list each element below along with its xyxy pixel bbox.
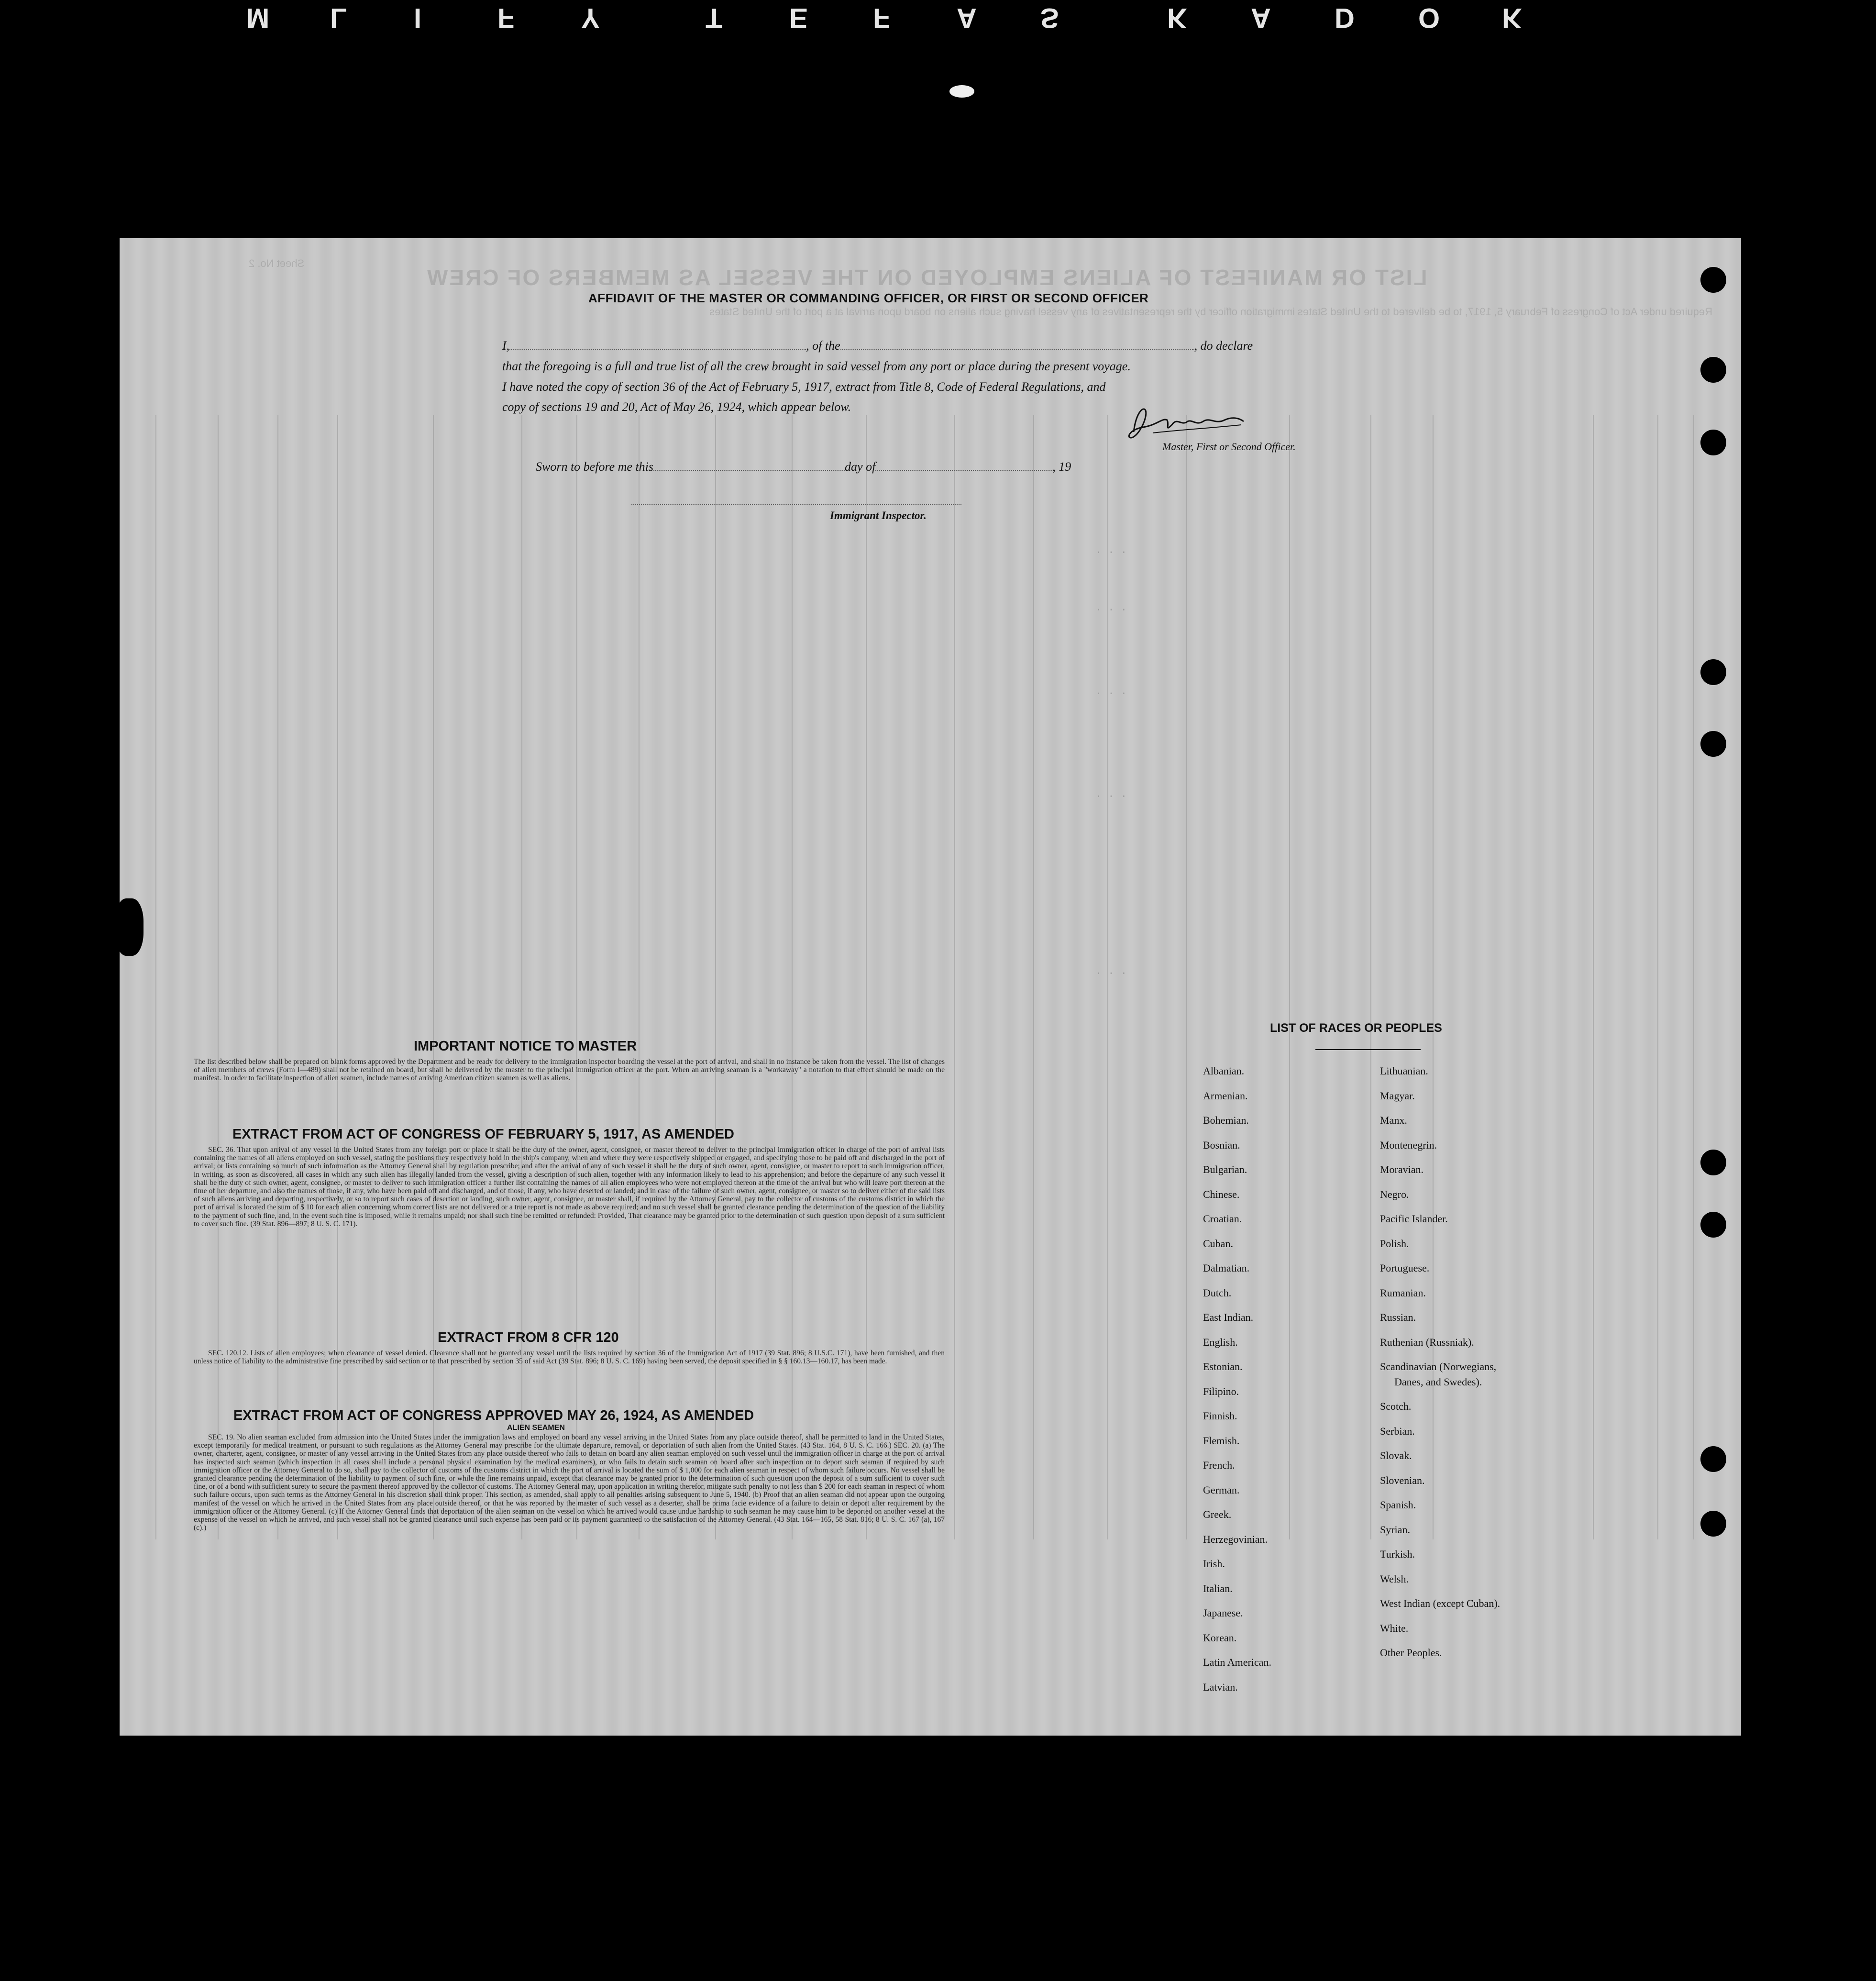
race-item: Dalmatian. <box>1203 1262 1250 1274</box>
affidavit-i: I, <box>502 339 510 353</box>
race-item: Chinese. <box>1203 1188 1240 1200</box>
sworn-date-blank <box>653 470 845 471</box>
race-item: Syrian. <box>1380 1523 1410 1536</box>
race-item: Bulgarian. <box>1203 1163 1247 1175</box>
ghost-sheet-number: Sheet No. 2 <box>249 257 305 269</box>
sworn-prefix: Sworn to before me this <box>536 460 654 474</box>
race-item: Bosnian. <box>1203 1139 1240 1151</box>
sworn-line <box>536 460 1071 474</box>
table-column-line <box>576 415 577 1539</box>
film-edge-letter: F <box>873 2 890 33</box>
extract-1924-body: SEC. 19. No alien seaman excluded from admission into the United States under the immigration laws and employed on board any vessel arriving in the United States from any place outside thereof, shall be permitted to land in the United States, except temporarily for medical treatment, or pursuant to such regulations as the Attorney General may prescribe for the ultimate departure, removal, or deportation of such alien from the United States. (43 Stat. 164, 8 U. S. C. 166.) SEC. 20. (a) The owner, charterer, agent, consignee, or master of any vessel arriving in the United States from any place outside thereof who fails to detain on board any alien seaman employed on such vessel until the immigration officer in charge at the port of arrival has inspected such seaman (which inspection in all cases shall include a personal physical examination by the medical examiners), or who fails to detain such seaman on board after such inspection or to deport such seaman if required by such immigration officer or the Attorney General to do so, shall pay to the collector of customs of the customs district in which the port of arrival is located the sum of $ 1,000 for each alien seaman in respect of whom such failure occurs. No vessel shall be granted clearance pending the determination of the liability to payment of such fine, or while the fine remains unpaid, except that clearance may be granted prior to the determination of such question upon the deposit of a sum sufficient to cover such fine, or of a bond with sufficient surety to secure the payment thereof approved by the collector of customs. The Attorney General may, upon application in writing therefor, mitigate such penalty to not less than $ 200 for each seaman in respect of whom such failure occurs, upon such terms as the Attorney General in his discretion shall think proper. This section, as amended, shall apply to all penalties arising subsequent to June 5, 1940. (b) Proof that an alien seaman did not appear upon the outgoing manifest of the vessel on which he arrived in the United States from any place outside thereof, or that he was reported by the master of such vessel as a deserter, shall be prima facie evidence of a failure to detain or deport after requirement by the immigration officer or the Attorney General. (c) If the Attorney General finds that deportation of the alien seaman on the vessel on which he arrived would cause undue hardship to such seaman he may cause him to be deported on another vessel at the expense of the vessel on which he arrived, and such vessel shall not be granted clearance until such expense has been paid or its payment guaranteed to the satisfaction of the Attorney General. (43 Stat. 164—165, 58 Stat. 816; 8 U. S. C. 167 (a), 167 (c).) <box>194 1433 945 1532</box>
table-column-line <box>337 415 338 1539</box>
punch-hole <box>1700 1446 1726 1472</box>
race-item: Estonian. <box>1203 1361 1243 1372</box>
race-item: Magyar. <box>1380 1089 1415 1102</box>
torn-edge <box>120 898 143 956</box>
ghost-table-row: . . . <box>1095 544 1127 556</box>
film-edge-letter: T <box>706 2 723 33</box>
film-edge-letter: I <box>414 2 422 33</box>
extract-1924-subtitle: ALIEN SEAMEN <box>507 1424 565 1432</box>
race-item: Filipino. <box>1203 1385 1239 1397</box>
race-item: German. <box>1203 1483 1240 1496</box>
table-column-line <box>866 415 867 1539</box>
race-item: Welsh. <box>1380 1572 1409 1585</box>
notice-body: The list described below shall be prepared on blank forms approved by the Department and be ready for delivery to the immigration inspector boarding the vessel at the port of arrival, and shall in no instance be taken from the vessel. The list of changes of alien members of crews (Form I—489) shall not be retained on board, but shall be delivered by the master to the principal immigration officer at the port. When an arriving seaman is a "workaway" a notation to that effect should be made on the manifest. In order to facilitate inspection of alien seamen, include names of arriving American citizen seamen as well as aliens. <box>194 1058 945 1083</box>
races-title: LIST OF RACES OR PEOPLES <box>1270 1021 1442 1035</box>
punch-hole <box>1700 731 1726 757</box>
race-item: Croatian. <box>1203 1213 1242 1225</box>
table-column-line <box>715 415 716 1539</box>
notice-title: IMPORTANT NOTICE TO MASTER <box>414 1039 637 1054</box>
races-title-underline <box>1315 1049 1421 1050</box>
inspector-signature-blank <box>631 504 961 505</box>
race-item: Armenian. <box>1203 1089 1248 1102</box>
ghost-manifest-title: LIST OR MANIFEST OF ALIENS EMPLOYED ON THE VESSEL AS MEMBERS OF CREW <box>426 265 1427 290</box>
race-item: Scandinavian (Norwegians, <box>1380 1361 1497 1372</box>
punch-hole <box>1700 659 1726 685</box>
extract-1924-title: EXTRACT FROM ACT OF CONGRESS APPROVED MAY 26, 1924, AS AMENDED <box>233 1408 754 1423</box>
affidavit-of-the: , of the <box>806 339 840 353</box>
film-edge-letter: S <box>1040 2 1059 33</box>
race-item: Dutch. <box>1203 1286 1232 1299</box>
punch-hole <box>1700 1511 1726 1537</box>
ghost-table-row: . . . <box>1095 965 1127 977</box>
film-edge-letter: K <box>1502 2 1522 33</box>
signer-title: Master, First or Second Officer. <box>1162 441 1296 453</box>
affidavit-line-2: that the foregoing is a full and true list of all the crew brought in said vessel from any port or place during the present voyage. <box>502 359 1131 373</box>
race-item: Moravian. <box>1380 1163 1424 1175</box>
race-item: Rumanian. <box>1380 1286 1426 1299</box>
races-list-left <box>1203 1059 1271 1699</box>
sworn-day-of: day of <box>845 460 876 474</box>
film-edge-letter: A <box>1251 2 1271 33</box>
race-item: Portuguese. <box>1380 1262 1430 1274</box>
table-column-line <box>792 415 793 1539</box>
race-item: Pacific Islander. <box>1380 1213 1448 1225</box>
table-column-line <box>218 415 219 1539</box>
race-item: Bohemian. <box>1203 1114 1249 1126</box>
film-edge-letter: Y <box>581 2 600 33</box>
film-edge-letter: K <box>1167 2 1187 33</box>
sworn-year: , 19 <box>1052 460 1071 474</box>
race-item: Korean. <box>1203 1631 1237 1644</box>
affidavit-declare: , do declare <box>1194 339 1253 353</box>
race-item: West Indian (except Cuban). <box>1380 1597 1501 1609</box>
race-item: Slovak. <box>1380 1450 1412 1461</box>
punch-hole <box>1700 1150 1726 1175</box>
race-item: Spanish. <box>1380 1499 1416 1511</box>
race-item: Irish. <box>1203 1558 1225 1570</box>
film-edge-letter: L <box>330 2 347 33</box>
punch-hole <box>1700 430 1726 455</box>
table-column-line <box>1033 415 1034 1539</box>
film-edge-marking <box>0 0 1876 38</box>
sworn-month-blank <box>875 470 1052 471</box>
extract-cfr-title: EXTRACT FROM 8 CFR 120 <box>438 1330 619 1345</box>
race-item: Cuban. <box>1203 1237 1233 1250</box>
immigrant-inspector-label: Immigrant Inspector. <box>830 509 927 521</box>
race-item: Russian. <box>1380 1311 1416 1323</box>
race-item: Danes, and Swedes). <box>1394 1375 1482 1388</box>
race-item: East Indian. <box>1203 1311 1254 1323</box>
race-item: Lithuanian. <box>1380 1065 1428 1077</box>
race-item: White. <box>1380 1622 1409 1634</box>
race-item: Italian. <box>1203 1582 1233 1594</box>
extract-1917-body: SEC. 36. That upon arrival of any vessel in the United States from any foreign port or place it shall be the duty of the owner, agent, consignee, or master thereof to deliver to the principal immigration officer in charge of the port of arrival lists containing the names of all aliens employed on such vessel, stating the positions they respectively hold in the ship's company, when and where they were respectively shipped or engaged, and specifying those to be paid off and discharged in the port of arrival; or lists containing so much of such information as the Attorney General shall by regulation prescribe; and after the arrival of any of such vessel it shall be the duty of such owner, agent, consignee, or master to report to such immigration officer, in writing, as soon as discovered, all cases in which any such alien has illegally landed from the vessel, giving a description of such alien, together with any information likely to lead to his apprehension; and before the departure of any such vessel it shall be the duty of such owner, agent, consignee, or master to deliver to such immigration officer a further list containing the names of all alien employees who were not employed thereon at the time of the arrival but who will leave port thereon at the time of her departure, and also the names of those, if any, who have been paid off and discharged, and of those, if any, who have deserted or landed; and in case of the failure of such owner, agent, consignee, or master so to deliver either of the said lists of such aliens arriving and departing, respectively, or so to report such cases of desertion or landing, such owner, agent, consignee, or master shall, if required by the Attorney General, pay to the collector of customs of the customs district in which the port of arrival is located the sum of $ 10 for each alien concerning whom correct lists are not delivered or a true report is not made as above required; and no such vessel shall be granted clearance pending the determination of the question of the liability to the payment of such fine, and, in the event such fine is imposed, while it remains unpaid; nor shall such fine be remitted or refunded: Provided, That clearance may be granted prior to the determination of such question upon deposit of a sum sufficient to cover such fine. (39 Stat. 896—897; 8 U. S. C. 171). <box>194 1146 945 1228</box>
race-item: Montenegrin. <box>1380 1139 1437 1151</box>
race-item: Manx. <box>1380 1114 1407 1126</box>
vessel-name-blank <box>840 349 1194 350</box>
film-sprocket-dot <box>949 85 974 98</box>
ghost-table-row: . . . <box>1095 788 1127 800</box>
affidavit-line-4: copy of sections 19 and 20, Act of May 26, 1924, which appear below. <box>502 400 851 414</box>
punch-hole <box>1700 357 1726 383</box>
ghost-manifest-subtitle: Required under Act of Congress of February 5, 1917, to be delivered to the United States immigration officer by the representatives of any vessel having such aliens on board upon arrival at a port of the United States <box>709 306 1712 318</box>
race-item: Slovenian. <box>1380 1474 1425 1486</box>
race-item: Flemish. <box>1203 1434 1240 1447</box>
punch-hole <box>1700 1212 1726 1238</box>
ghost-table-row: . . . <box>1095 686 1127 697</box>
table-column-line <box>155 415 156 1539</box>
affidavit-heading: AFFIDAVIT OF THE MASTER OR COMMANDING OFFICER, OR FIRST OR SECOND OFFICER <box>588 291 1149 305</box>
extract-1917-title: EXTRACT FROM ACT OF CONGRESS OF FEBRUARY 5, 1917, AS AMENDED <box>232 1127 734 1142</box>
extract-cfr-body: SEC. 120.12. Lists of alien employees; when clearance of vessel denied. Clearance shall not be granted any vessel until the lists required by section 36 of the Immigration Act of 1917 (39 Stat. 896; 8 U.S.C. 171), have been furnished, and then unless notice of liability to the administrative fine prescribed by said section or to that prescribed by section 35 of said Act (39 Stat. 896; 8 U. S. C. 169) having been served, the deposit specified in § § 160.13—160.17, has been made. <box>194 1349 945 1366</box>
race-item: Negro. <box>1380 1188 1409 1200</box>
race-item: Serbian. <box>1380 1425 1415 1437</box>
ghost-table-row: . . . <box>1095 602 1127 614</box>
race-item: English. <box>1203 1336 1238 1348</box>
film-edge-letter: F <box>497 2 515 33</box>
table-column-line <box>954 415 955 1539</box>
race-item: French. <box>1203 1459 1235 1471</box>
affidavit-line-3: I have noted the copy of section 36 of the Act of February 5, 1917, extract from Title 8, Code of Federal Regulations, and <box>502 380 1106 394</box>
document-sheet <box>120 238 1741 1736</box>
affidavit-line-1 <box>502 339 1253 353</box>
film-edge-letter: A <box>957 2 977 33</box>
race-item: Scotch. <box>1380 1400 1412 1412</box>
master-name-blank <box>509 349 806 350</box>
race-item: Turkish. <box>1380 1548 1415 1560</box>
film-edge-letter: O <box>1418 2 1440 33</box>
race-item: Latin American. <box>1203 1656 1271 1668</box>
table-column-line <box>639 415 640 1539</box>
race-item: Other Peoples. <box>1380 1647 1442 1659</box>
film-edge-letter: D <box>1335 2 1355 33</box>
race-item: Finnish. <box>1203 1410 1237 1422</box>
table-column-line <box>521 415 522 1539</box>
film-edge-letter: M <box>246 2 270 33</box>
table-column-line <box>277 415 278 1539</box>
race-item: Latvian. <box>1203 1681 1238 1693</box>
table-column-line <box>433 415 434 1539</box>
races-list-right <box>1380 1059 1500 1665</box>
race-item: Albanian. <box>1203 1065 1245 1077</box>
punch-hole <box>1700 267 1726 293</box>
race-item: Ruthenian (Russniak). <box>1380 1336 1474 1348</box>
race-item: Polish. <box>1380 1237 1409 1250</box>
master-signature <box>1124 403 1248 442</box>
race-item: Japanese. <box>1203 1607 1243 1619</box>
race-item: Greek. <box>1203 1508 1232 1520</box>
film-edge-letter: E <box>789 2 808 33</box>
race-item: Herzegovinian. <box>1203 1533 1268 1545</box>
